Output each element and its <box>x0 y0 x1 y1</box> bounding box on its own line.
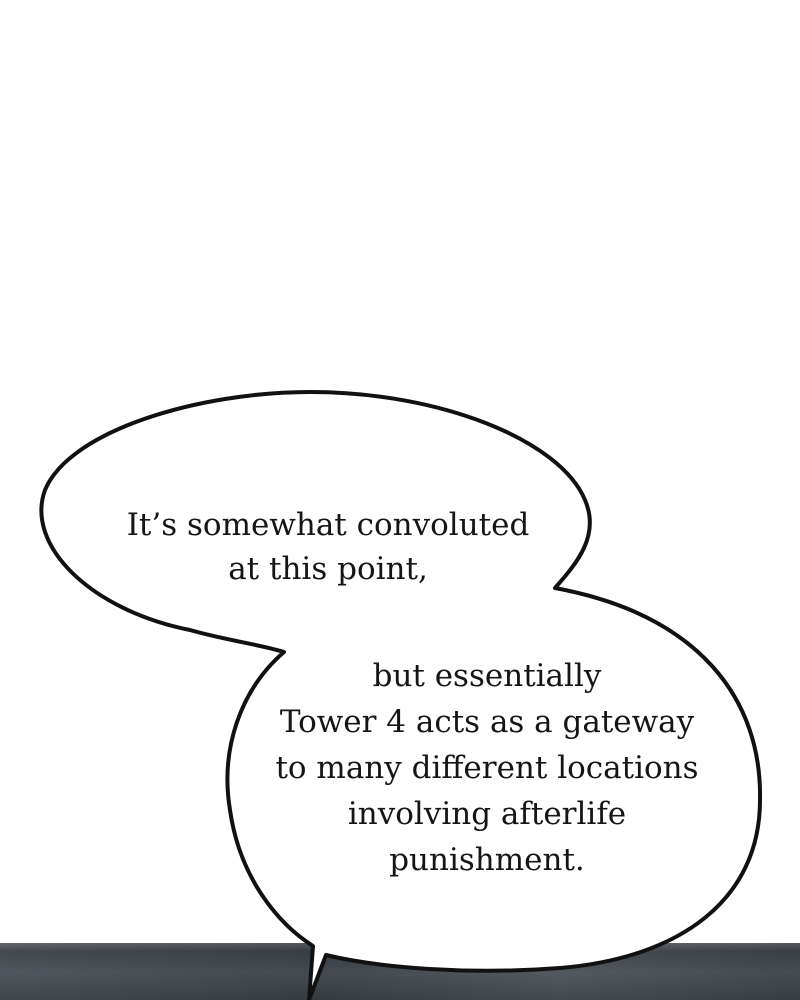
bubble-line: Tower 4 acts as a gateway <box>279 704 695 740</box>
bubble-line: but essentially <box>372 658 602 694</box>
bubble-line: It’s somewhat convoluted <box>126 507 530 543</box>
bubble-text-top <box>118 503 538 591</box>
bubble-text-bottom <box>262 653 712 883</box>
bubble-line: involving afterlife <box>347 796 627 832</box>
bubble-line: at this point, <box>228 551 428 587</box>
bubble-line: punishment. <box>389 842 585 878</box>
bubble-line: to many different locations <box>275 750 699 786</box>
